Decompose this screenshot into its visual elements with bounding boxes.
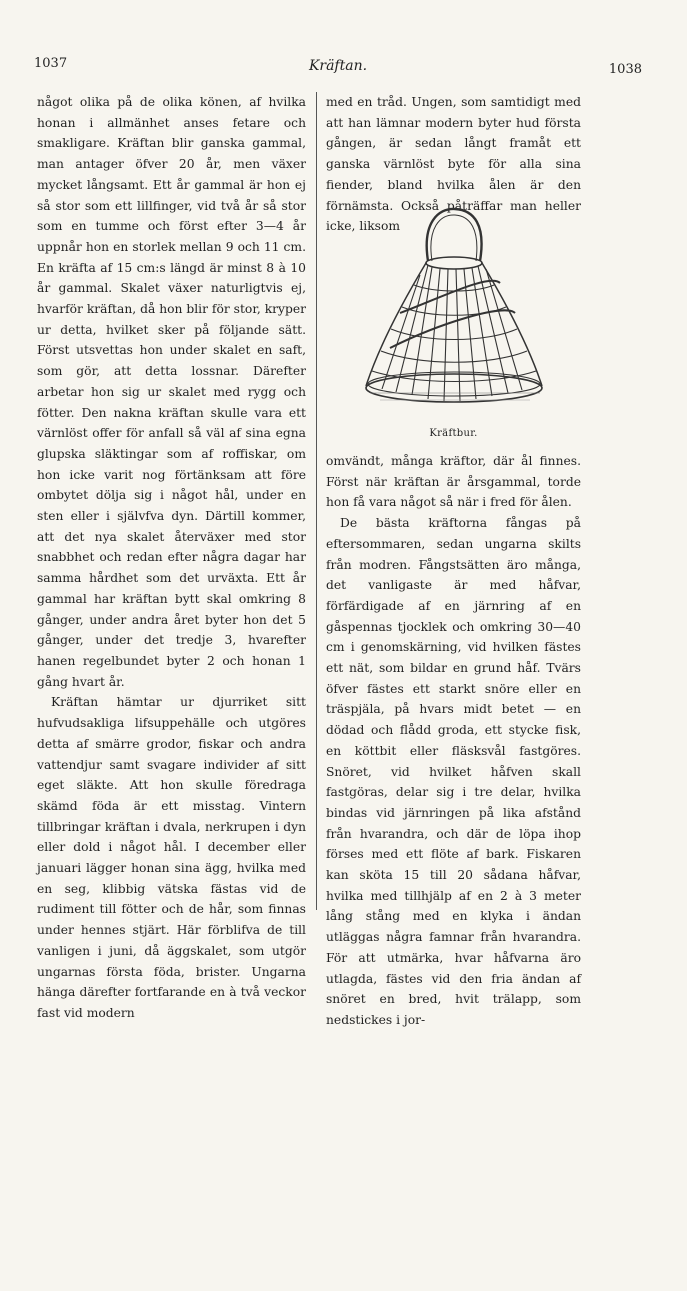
right-column-bottom xyxy=(326,451,581,1291)
right-page-number: 1038 xyxy=(608,62,642,77)
running-head xyxy=(34,56,642,80)
left-paragraph-2: Kräftan hämtar ur djurriket sitt hufvudsakliga lifsuppehälle och utgöres detta af smärre grodor, fiskar och andra vattendjur samt svagare individer af sitt eget släkte. Att hon skulle föredraga skämd föda är ett misstag. Vintern tillbringar kräftan i dvala, nerkrupen i dyn eller dold i något hål. I december eller januari lägger honan sina ägg, hvilka med en seg, klibbig vätska fästas vid de rudiment till fötter och de hår, som finnas under hennes stjärt. Här förblifva de till vanligen i juni, då äggskalet, som utgör ungarnas första föda, brister. Ungarna hänga därefter fortfarande en à två veckor fast vid modern xyxy=(37,695,306,1020)
right-column-top xyxy=(326,92,581,234)
right-paragraph-3: De bästa kräftorna fångas på eftersommaren, sedan ungarna skilts från modren. Fångstsätten äro många, det vanligaste är med håfvar, förfärdigade af en järnring af en gåspennas tjocklek och omkring 30—40 cm i genomskärning, vid hvilken fästes ett nät, som bildar en grund håf. Tvärs öfver fästes ett starkt snöre eller en träspjäla, på hvars midt betet — en dödad och flådd groda, ett stycke fisk, en köttbit eller fläsksvål fastgöres. Snöret, vid hvilket håfven skall fastgöras, delar sig i tre delar, hvilka bindas vid järnringen på lika afstånd från hvarandra, och där de löpa ihop förses med ett flöte af bark. Fiskaren kan sköta 15 till 20 sådana håfvar, hvilka med tillhjälp af en 2 à 3 meter lång stång med en klyka i ändan utläggas några famnar från hvarandra. För att utmärka, hvar håfvarna äro utlagda, fästes vid den fria ändan af snöret en bred, hvit trälapp, som nedstickes i jor- xyxy=(326,516,581,1027)
right-continuation: omvändt, många kräftor, där ål finnes. Först när kräftan är årsgammal, torde hon få vara något så när i fred för ålen. xyxy=(326,454,581,510)
left-column xyxy=(37,92,306,1020)
crayfish-trap-figure xyxy=(326,195,581,453)
left-page-number: 1037 xyxy=(34,56,68,71)
right-top-text: med en tråd. Ungen, som samtidigt med att han lämnar modern byter hud första gången, är sedan långt framåt ett ganska värnlöst byte för alla sina fiender, bland hvilka ålen är den förnämsta. Också påträffar man heller icke, liksom xyxy=(326,95,581,234)
figure-caption: Kräftbur. xyxy=(429,428,478,439)
left-paragraph-1: något olika på de olika könen, af hvilka honan i allmänhet anses fetare och smakligare. Kräftan blir ganska gammal, man antager öfver 20 år, men växer mycket långsamt. Ett år gammal är hon ej så stor som ett lillfinger, vid två år så stor som en tumme och först efter 3—4 år uppnår hon en storlek mellan 9 och 11 cm. En kräfta af 15 cm:s längd är minst 8 à 10 år gammal. Skalet växer naturligtvis ej, hvarför kräftan, då hon blir för stor, kryper ur detta, hvilket sker på följande sätt. Först utsvettas hon under skalet en saft, som gör, att detta lossnar. Därefter arbetar hon sig ur skalet med rygg och fötter. Den nakna kräftan skulle vara ett värnlöst offer för anfall så väl af sina egna glupska släktingar som af roffiskar, om hon icke varit nog förtänksam att före ombytet dölja sig i något hål, under en sten eller i självfva dyn. Därtill kommer, att det nya skalet återväxer med stor snabbhet och redan efter några dagar har samma hårdhet som det urväxta. Ett år gammal har kräftan bytt skal omkring 8 gånger, under andra året byter hon det 5 gånger, under det tredje 3, hvarefter hanen regelbundet byter 2 och honan 1 gång hvart år. xyxy=(37,95,306,689)
column-divider xyxy=(316,92,317,910)
crayfish-trap-illustration xyxy=(360,203,550,418)
running-title: Kräftan. xyxy=(308,58,368,74)
